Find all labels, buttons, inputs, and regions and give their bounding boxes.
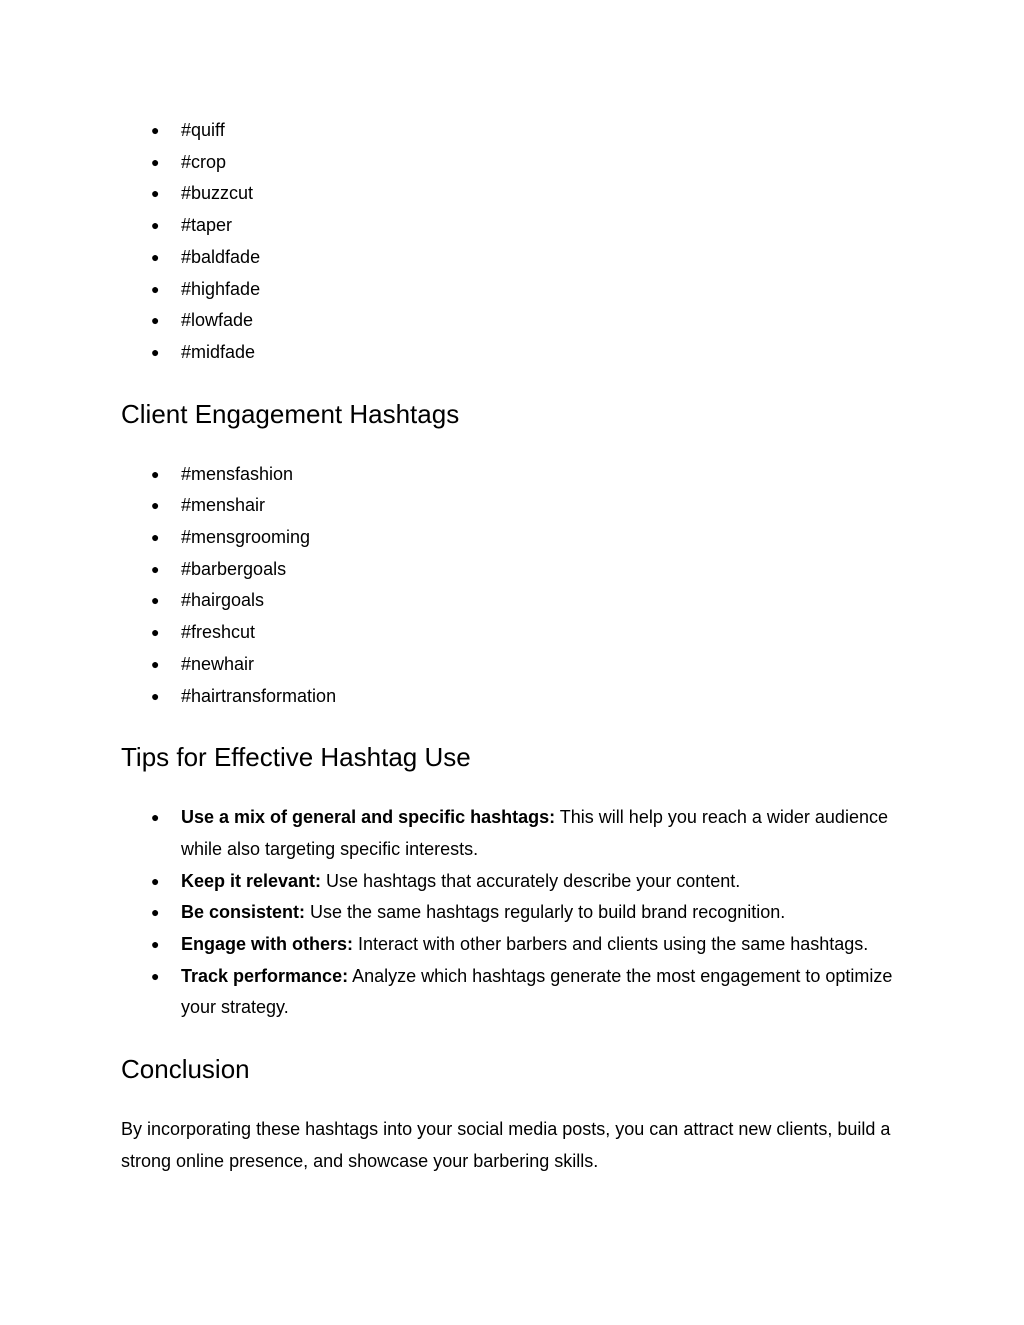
bullet-icon: ●	[151, 624, 160, 641]
list-item	[121, 802, 911, 865]
tip-text: Use the same hashtags regularly to build brand recognition.	[305, 902, 786, 923]
list-item	[121, 929, 911, 961]
list-item: ● #mensgrooming	[121, 522, 911, 554]
bullet-icon: ●	[151, 497, 160, 514]
list-item: ● #midfade	[121, 337, 911, 369]
tip-text: Interact with other barbers and clients using the same hashtags.	[353, 934, 869, 955]
bullet-icon: ●	[151, 967, 160, 984]
tip-title: Use a mix of general and specific hashtags:	[181, 807, 556, 828]
conclusion-heading: Conclusion	[121, 1054, 250, 1085]
bullet-icon: ●	[151, 687, 160, 704]
client-engagement-list	[121, 459, 911, 713]
list-item: ● #taper	[121, 210, 911, 242]
list-item: ● #newhair	[121, 649, 911, 681]
tip-text: Analyze which hashtags generate the most engagement to optimize your strategy.	[181, 965, 893, 1018]
list-item: ● #mensfashion	[121, 459, 911, 491]
bullet-icon: ●	[151, 248, 160, 265]
bullet-icon: ●	[151, 904, 160, 921]
bullet-icon: ●	[151, 217, 160, 234]
list-item: ● #quiff	[121, 115, 911, 147]
bullet-icon: ●	[151, 592, 160, 609]
list-item: ● #barbergoals	[121, 554, 911, 586]
bullet-icon: ●	[151, 122, 160, 138]
tips-list	[121, 802, 911, 1024]
bullet-icon: ●	[151, 312, 160, 329]
conclusion-paragraph: By incorporating these hashtags into your social media posts, you can attract new clients, build a strong online presence, and showcase your barbering skills.	[121, 1119, 891, 1171]
haircut-hashtag-list	[121, 115, 911, 369]
bullet-icon: ●	[151, 936, 160, 953]
bullet-icon: ●	[151, 465, 160, 482]
list-item	[121, 897, 911, 929]
client-engagement-heading: Client Engagement Hashtags	[121, 398, 460, 429]
list-item: ● #freshcut	[121, 617, 911, 649]
bullet-icon: ●	[151, 153, 160, 170]
list-item: ● #lowfade	[121, 305, 911, 337]
list-item: ● #buzzcut	[121, 178, 911, 210]
document-page	[121, 115, 911, 1178]
list-item: ● #baldfade	[121, 242, 911, 274]
list-item	[121, 866, 911, 898]
tips-heading: Tips for Effective Hashtag Use	[121, 742, 471, 773]
bullet-icon: ●	[151, 872, 160, 889]
list-item	[121, 961, 911, 1024]
list-item: ● #highfade	[121, 274, 911, 306]
tip-text: This will help you reach a wider audience while also targeting specific interests.	[181, 807, 888, 859]
list-item: ● #crop	[121, 147, 911, 179]
bullet-icon: ●	[151, 529, 160, 546]
tip-title: Track performance:	[181, 965, 349, 986]
list-item: ● #hairtransformation	[121, 681, 911, 713]
tip-title: Engage with others:	[181, 934, 354, 955]
tip-text: Use hashtags that accurately describe your content.	[321, 870, 741, 891]
bullet-icon: ●	[151, 560, 160, 577]
tip-title: Keep it relevant:	[181, 870, 322, 891]
bullet-icon: ●	[151, 809, 160, 826]
bullet-icon: ●	[151, 343, 160, 360]
bullet-icon: ●	[151, 185, 160, 202]
list-item: ● #menshair	[121, 490, 911, 522]
list-item: ● #hairgoals	[121, 585, 911, 617]
bullet-icon: ●	[151, 280, 160, 297]
bullet-icon: ●	[151, 655, 160, 672]
tip-title: Be consistent:	[181, 902, 306, 923]
